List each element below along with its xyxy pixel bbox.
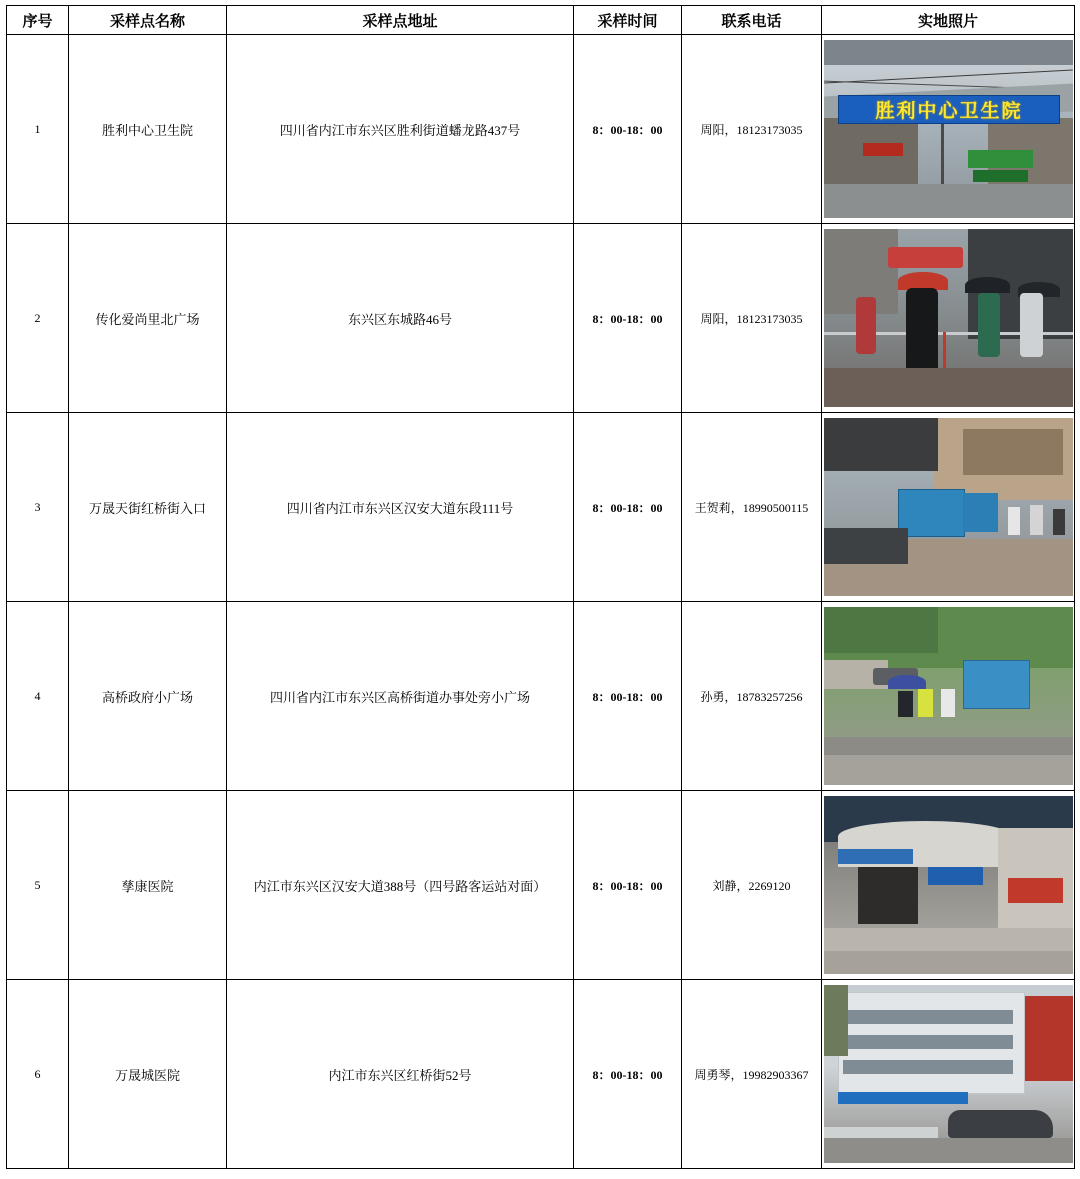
site-photo-5 bbox=[824, 796, 1073, 974]
column-header-address: 采样点地址 bbox=[227, 6, 574, 35]
photo-sign-text: 胜利中心卫生院 bbox=[875, 101, 1023, 123]
cell-address: 四川省内江市东兴区汉安大道东段111号 bbox=[227, 413, 574, 602]
cell-index: 6 bbox=[7, 980, 69, 1169]
cell-name: 万晟天街红桥街入口 bbox=[69, 413, 227, 602]
column-header-phone: 联系电话 bbox=[682, 6, 822, 35]
cell-address: 内江市东兴区红桥街52号 bbox=[227, 980, 574, 1169]
cell-phone: 周阳，18123173035 bbox=[682, 35, 822, 224]
site-photo-3 bbox=[824, 418, 1073, 596]
cell-photo bbox=[822, 224, 1075, 413]
cell-name: 万晟城医院 bbox=[69, 980, 227, 1169]
column-header-time: 采样时间 bbox=[574, 6, 682, 35]
cell-address: 四川省内江市东兴区胜利街道蟠龙路437号 bbox=[227, 35, 574, 224]
column-header-index: 序号 bbox=[7, 6, 69, 35]
cell-index: 1 bbox=[7, 35, 69, 224]
site-photo-4 bbox=[824, 607, 1073, 785]
cell-time: 8：00-18：00 bbox=[574, 35, 682, 224]
cell-photo bbox=[822, 602, 1075, 791]
cell-time: 8：00-18：00 bbox=[574, 224, 682, 413]
table-row bbox=[7, 35, 1075, 224]
cell-photo bbox=[822, 791, 1075, 980]
cell-time: 8：00-18：00 bbox=[574, 602, 682, 791]
site-photo-2 bbox=[824, 229, 1073, 407]
cell-index: 2 bbox=[7, 224, 69, 413]
cell-name: 高桥政府小广场 bbox=[69, 602, 227, 791]
sampling-points-table bbox=[6, 5, 1075, 1169]
cell-time: 8：00-18：00 bbox=[574, 413, 682, 602]
table-header-row bbox=[7, 6, 1075, 35]
cell-photo bbox=[822, 980, 1075, 1169]
cell-index: 3 bbox=[7, 413, 69, 602]
cell-phone: 周阳，18123173035 bbox=[682, 224, 822, 413]
cell-address: 东兴区东城路46号 bbox=[227, 224, 574, 413]
cell-address: 四川省内江市东兴区高桥街道办事处旁小广场 bbox=[227, 602, 574, 791]
cell-index: 5 bbox=[7, 791, 69, 980]
cell-phone: 孙勇，18783257256 bbox=[682, 602, 822, 791]
cell-photo bbox=[822, 413, 1075, 602]
table-row bbox=[7, 602, 1075, 791]
site-photo-1 bbox=[824, 40, 1073, 218]
table-row bbox=[7, 980, 1075, 1169]
site-photo-6 bbox=[824, 985, 1073, 1163]
cell-time: 8：00-18：00 bbox=[574, 791, 682, 980]
table-row bbox=[7, 224, 1075, 413]
cell-name: 传化爱尚里北广场 bbox=[69, 224, 227, 413]
cell-index: 4 bbox=[7, 602, 69, 791]
cell-time: 8：00-18：00 bbox=[574, 980, 682, 1169]
cell-phone: 刘静，2269120 bbox=[682, 791, 822, 980]
cell-name: 孳康医院 bbox=[69, 791, 227, 980]
table-row bbox=[7, 791, 1075, 980]
cell-name: 胜利中心卫生院 bbox=[69, 35, 227, 224]
column-header-name: 采样点名称 bbox=[69, 6, 227, 35]
cell-phone: 王贺莉，18990500115 bbox=[682, 413, 822, 602]
cell-phone: 周勇琴，19982903367 bbox=[682, 980, 822, 1169]
cell-address: 内江市东兴区汉安大道388号（四号路客运站对面） bbox=[227, 791, 574, 980]
photo-signboard bbox=[838, 95, 1059, 124]
column-header-photo: 实地照片 bbox=[822, 6, 1075, 35]
table-row bbox=[7, 413, 1075, 602]
cell-photo bbox=[822, 35, 1075, 224]
